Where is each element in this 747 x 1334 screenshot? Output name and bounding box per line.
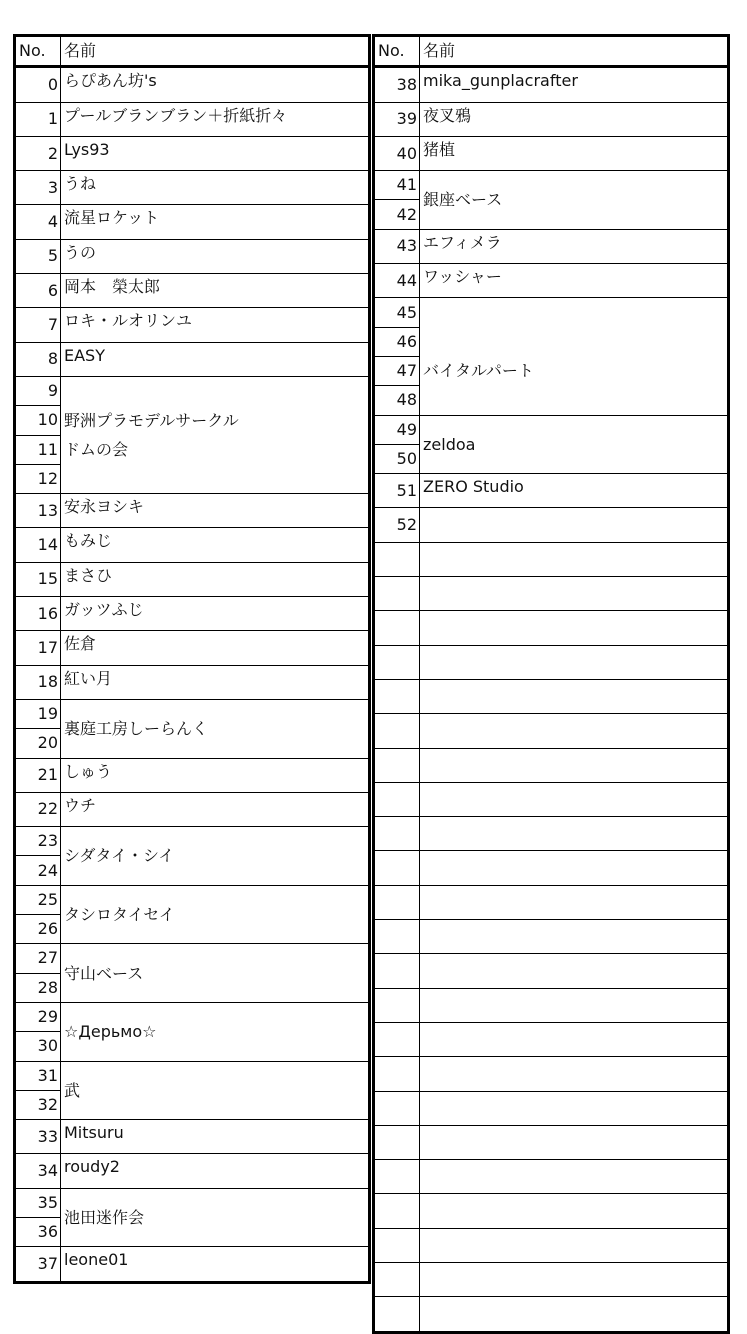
entry-number: 50: [374, 444, 420, 473]
entry-number: 41: [374, 171, 420, 200]
entry-name: うの: [61, 239, 370, 273]
entry-name: [420, 1022, 729, 1056]
table-row: [374, 954, 729, 988]
entry-name: エフィメラ: [420, 229, 729, 263]
entry-number: 8: [15, 342, 61, 376]
table-row: [374, 415, 729, 444]
entry-number: [374, 1091, 420, 1125]
entry-name: [420, 1228, 729, 1262]
entry-name: Lys93: [61, 136, 370, 170]
entry-name: 佐倉: [61, 631, 370, 665]
table-row: [15, 665, 370, 699]
entry-number: 35: [15, 1188, 61, 1217]
table-row: [15, 205, 370, 239]
table-row: [374, 714, 729, 748]
entry-number: 40: [374, 136, 420, 170]
entry-number: 10: [15, 406, 61, 435]
entry-number: 3: [15, 171, 61, 205]
table-row: [374, 1091, 729, 1125]
entry-name: ☆Дерьмо☆: [61, 1002, 370, 1061]
entry-number: [374, 1160, 420, 1194]
entry-number: 27: [15, 944, 61, 973]
entry-name: mika_gunplacrafter: [420, 67, 729, 102]
table-row: [15, 136, 370, 170]
entry-number: 0: [15, 67, 61, 102]
entry-number: 9: [15, 376, 61, 405]
entry-number: 19: [15, 699, 61, 728]
entry-number: 18: [15, 665, 61, 699]
entry-name: [420, 748, 729, 782]
entry-name: [420, 1160, 729, 1194]
entry-number: [374, 1228, 420, 1262]
entry-number: 21: [15, 758, 61, 792]
entry-name: 岡本 榮太郎: [61, 274, 370, 308]
entry-number: 51: [374, 474, 420, 508]
header-row: [374, 36, 729, 67]
table-body-left: [15, 67, 370, 1282]
entry-number: [374, 851, 420, 885]
entry-number: 2: [15, 136, 61, 170]
entry-name: [420, 920, 729, 954]
entry-number: 32: [15, 1090, 61, 1119]
entry-number: 34: [15, 1154, 61, 1188]
entry-name: roudy2: [61, 1154, 370, 1188]
entry-number: [374, 817, 420, 851]
table-row: [374, 1160, 729, 1194]
entry-name: タシロタイセイ: [61, 885, 370, 944]
entry-name: [420, 542, 729, 576]
table-row: [374, 298, 729, 327]
table-row: [15, 308, 370, 342]
table-row: [15, 342, 370, 376]
table-row: [15, 239, 370, 273]
entry-number: 47: [374, 356, 420, 385]
table-row: [15, 631, 370, 665]
entry-number: 22: [15, 792, 61, 826]
table-row: [374, 611, 729, 645]
entry-number: 46: [374, 327, 420, 356]
entry-name: ロキ・ルオリンユ: [61, 308, 370, 342]
entry-number: 38: [374, 67, 420, 102]
table-row: [374, 988, 729, 1022]
table-body-right: [374, 67, 729, 1332]
table-row: [15, 1061, 370, 1090]
entry-number: 23: [15, 827, 61, 856]
table-row: [15, 376, 370, 405]
header-name: 名前: [420, 36, 729, 67]
entry-number: [374, 954, 420, 988]
entry-name: しゅう: [61, 758, 370, 792]
table-row: [374, 1297, 729, 1332]
entry-number: 45: [374, 298, 420, 327]
table-row: [374, 817, 729, 851]
table-row: [374, 577, 729, 611]
entry-number: 24: [15, 856, 61, 885]
entry-number: 14: [15, 528, 61, 562]
table-row: [374, 67, 729, 102]
table-row: [374, 1022, 729, 1056]
table-row: [374, 645, 729, 679]
entry-number: 17: [15, 631, 61, 665]
entry-name: zeldoa: [420, 415, 729, 474]
entry-name: [420, 577, 729, 611]
table-row: [15, 792, 370, 826]
table-row: [15, 597, 370, 631]
entry-name: [420, 885, 729, 919]
entry-number: 43: [374, 229, 420, 263]
entry-name: [420, 954, 729, 988]
table-row: [374, 1194, 729, 1228]
entry-number: 6: [15, 274, 61, 308]
entry-name: [420, 714, 729, 748]
entry-number: [374, 885, 420, 919]
entry-number: 33: [15, 1120, 61, 1154]
entry-name: [420, 1057, 729, 1091]
entry-name: leone01: [61, 1247, 370, 1282]
table-row: [15, 699, 370, 728]
entry-number: 25: [15, 885, 61, 914]
table-row: [15, 562, 370, 596]
table-row: [374, 508, 729, 542]
participant-table-left: [13, 34, 371, 1284]
entry-number: 30: [15, 1032, 61, 1061]
entry-name: 野洲プラモデルサークル ドムの会: [61, 376, 370, 493]
entry-number: [374, 748, 420, 782]
table-row: [15, 1120, 370, 1154]
entry-number: [374, 1057, 420, 1091]
table-row: [374, 1228, 729, 1262]
table-row: [374, 1057, 729, 1091]
entry-name: [420, 782, 729, 816]
entry-name: [420, 817, 729, 851]
entry-number: 11: [15, 435, 61, 464]
table-row: [15, 1247, 370, 1282]
entry-number: 29: [15, 1002, 61, 1031]
entry-name: 猪植: [420, 136, 729, 170]
entry-name: 流星ロケット: [61, 205, 370, 239]
entry-number: [374, 988, 420, 1022]
table-row: [15, 171, 370, 205]
table-row: [374, 851, 729, 885]
entry-name: [420, 988, 729, 1022]
table-row: [374, 1262, 729, 1296]
entry-number: [374, 577, 420, 611]
table-row: [15, 102, 370, 136]
table-row: [374, 1125, 729, 1159]
table-row: [15, 274, 370, 308]
entry-number: [374, 714, 420, 748]
entry-number: 31: [15, 1061, 61, 1090]
table-row: [15, 944, 370, 973]
entry-number: 28: [15, 973, 61, 1002]
entry-number: [374, 920, 420, 954]
entry-number: [374, 645, 420, 679]
table-row: [15, 528, 370, 562]
entry-number: 37: [15, 1247, 61, 1282]
entry-name: ZERO Studio: [420, 474, 729, 508]
table-row: [374, 136, 729, 170]
table-row: [374, 679, 729, 713]
entry-number: [374, 611, 420, 645]
entry-name: [420, 1125, 729, 1159]
entry-number: [374, 1262, 420, 1296]
entry-number: 1: [15, 102, 61, 136]
entry-name: [420, 1297, 729, 1332]
entry-number: [374, 1194, 420, 1228]
entry-number: 15: [15, 562, 61, 596]
entry-number: 16: [15, 597, 61, 631]
header-row: [15, 36, 370, 67]
entry-number: 26: [15, 915, 61, 944]
entry-name: まさひ: [61, 562, 370, 596]
entry-number: 20: [15, 729, 61, 758]
entry-number: 52: [374, 508, 420, 542]
table-row: [374, 229, 729, 263]
entry-number: 5: [15, 239, 61, 273]
table-row: [15, 67, 370, 102]
entry-name: もみじ: [61, 528, 370, 562]
entry-name: 武: [61, 1061, 370, 1120]
entry-number: 4: [15, 205, 61, 239]
table-row: [374, 474, 729, 508]
entry-name: ウチ: [61, 792, 370, 826]
table-row: [374, 264, 729, 298]
entry-name: らぴあん坊's: [61, 67, 370, 102]
entry-name: EASY: [61, 342, 370, 376]
table-row: [374, 171, 729, 200]
table-row: [15, 1002, 370, 1031]
participant-table-right: [372, 34, 730, 1334]
table-row: [374, 782, 729, 816]
entry-name: [420, 611, 729, 645]
entry-name: [420, 679, 729, 713]
entry-name: [420, 851, 729, 885]
entry-name: [420, 1091, 729, 1125]
entry-number: 13: [15, 494, 61, 528]
header-no: No.: [15, 36, 61, 67]
entry-number: [374, 782, 420, 816]
entry-number: [374, 1297, 420, 1332]
entry-number: 42: [374, 200, 420, 229]
table-row: [374, 102, 729, 136]
entry-name: ワッシャー: [420, 264, 729, 298]
table-row: [15, 758, 370, 792]
entry-number: [374, 1022, 420, 1056]
entry-name: シダタイ・シイ: [61, 827, 370, 886]
entry-name: 安永ヨシキ: [61, 494, 370, 528]
entry-name: 裏庭工房しーらんく: [61, 699, 370, 758]
entry-number: 48: [374, 386, 420, 415]
entry-name: 守山ベース: [61, 944, 370, 1003]
table-row: [374, 748, 729, 782]
entry-name: プールブランブラン＋折紙折々: [61, 102, 370, 136]
entry-name: 池田迷作会: [61, 1188, 370, 1247]
entry-name: [420, 508, 729, 542]
table-row: [15, 1188, 370, 1217]
entry-number: 12: [15, 464, 61, 493]
table-row: [374, 920, 729, 954]
entry-name: 銀座ベース: [420, 171, 729, 230]
header-name: 名前: [61, 36, 370, 67]
entry-name: Mitsuru: [61, 1120, 370, 1154]
entry-number: 44: [374, 264, 420, 298]
table-row: [374, 885, 729, 919]
table-row: [15, 827, 370, 856]
entry-name: [420, 1262, 729, 1296]
table-row: [15, 1154, 370, 1188]
entry-name: 紅い月: [61, 665, 370, 699]
header-no: No.: [374, 36, 420, 67]
entry-number: 36: [15, 1217, 61, 1246]
entry-name: 夜叉鴉: [420, 102, 729, 136]
entry-name: ガッツふじ: [61, 597, 370, 631]
entry-number: [374, 679, 420, 713]
entry-name: うね: [61, 171, 370, 205]
entry-number: [374, 1125, 420, 1159]
table-row: [374, 542, 729, 576]
entry-number: 7: [15, 308, 61, 342]
entry-name: [420, 645, 729, 679]
entry-name: バイタルパート: [420, 298, 729, 415]
entry-number: 49: [374, 415, 420, 444]
entry-number: [374, 542, 420, 576]
table-row: [15, 885, 370, 914]
entry-name: [420, 1194, 729, 1228]
table-row: [15, 494, 370, 528]
entry-number: 39: [374, 102, 420, 136]
